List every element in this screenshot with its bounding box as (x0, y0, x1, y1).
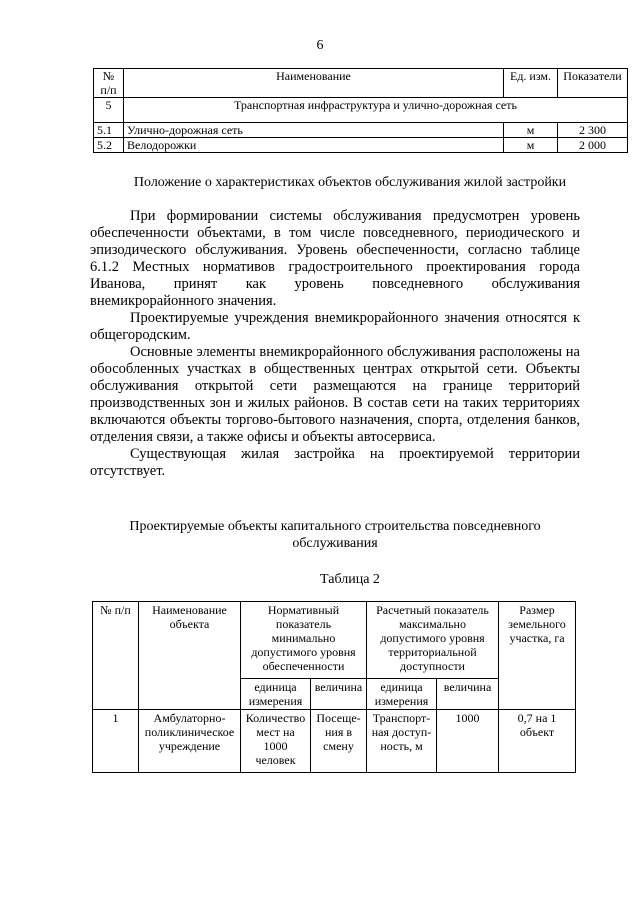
row-num: 5.1 (94, 123, 124, 138)
table-header-row (93, 602, 576, 679)
row-name: Велодорожки (124, 138, 504, 153)
body-text (90, 208, 580, 480)
section-heading: Положение о характеристиках объектов обслуживания жилой застройки (133, 175, 567, 190)
row-value: 2 000 (558, 138, 628, 153)
header-unit-2: единица измерения (367, 679, 437, 710)
header-name: Наименование (124, 69, 504, 98)
row-name: Улично-дорожная сеть (124, 123, 504, 138)
header-normative: Нормативный показатель минимально допустимого уровня обеспеченности (241, 602, 367, 679)
header-num: № п/п (94, 69, 124, 98)
table-row (93, 710, 576, 773)
header-unit: единица измерения (241, 679, 311, 710)
row-calc-unit: Транспорт-ная доступ-ность, м (367, 710, 437, 773)
table-title: Таблица 2 (320, 572, 380, 587)
row-name: Амбулаторно-поликлиническое учреждение (139, 710, 241, 773)
paragraph: Проектируемые учреждения внемикрорайонного значения относятся к общегородским. (90, 310, 580, 343)
header-land-size: Размер земельного участка, га (499, 602, 576, 710)
header-unit: Ед. изм. (504, 69, 558, 98)
row-unit: м (504, 138, 558, 153)
header-name: Наименование объекта (139, 602, 241, 710)
header-value-2: величина (437, 679, 499, 710)
objects-heading: Проектируемые объекты капитального строительства повседневного обслуживания (129, 519, 541, 551)
header-num: № п/п (93, 602, 139, 710)
infrastructure-table (93, 68, 628, 153)
header-value: Показатели (558, 69, 628, 98)
paragraph: Существующая жилая застройка на проектируемой территории отсутствует. (90, 446, 580, 479)
objects-table (92, 601, 576, 773)
row-value: 2 300 (558, 123, 628, 138)
section-row (94, 98, 628, 123)
page-number: 6 (316, 38, 324, 53)
header-calculated: Расчетный показатель максимально допустимого уровня территориальной доступности (367, 602, 499, 679)
row-norm-unit: Количество мест на 1000 человек (241, 710, 311, 773)
table-header-row (94, 69, 628, 98)
row-norm-value: Посеще-ния в смену (311, 710, 367, 773)
row-num: 5.2 (94, 138, 124, 153)
header-value: величина (311, 679, 367, 710)
table-row (94, 138, 628, 153)
paragraph: Основные элементы внемикрорайонного обслуживания расположены на обособленных участках в общественных центрах открытой сети. Объекты обслуживания открытой сети размещаются на границе территорий производственных зон и жилых районов. В состав сети на таких территориях включаются объекты торгово-бытового назначения, спорта, отделения банков, отделения связи, а также офисы и объекты автосервиса. (90, 344, 580, 445)
row-num: 1 (93, 710, 139, 773)
row-size: 0,7 на 1 объект (499, 710, 576, 773)
row-unit: м (504, 123, 558, 138)
section-num: 5 (94, 98, 124, 123)
paragraph: При формировании системы обслуживания предусмотрен уровень обеспеченности объектами, в том числе повседневного, периодического и эпизодического обслуживания. Уровень обеспеченности, согласно таблице 6.1.2 Местных нормативов градостроительного проектирования города Иванова, принят как уровень повседневного обслуживания внемикрорайонного значения. (90, 208, 580, 309)
section-title: Транспортная инфраструктура и улично-дорожная сеть (124, 98, 628, 123)
table-row (94, 123, 628, 138)
row-calc-value: 1000 (437, 710, 499, 773)
